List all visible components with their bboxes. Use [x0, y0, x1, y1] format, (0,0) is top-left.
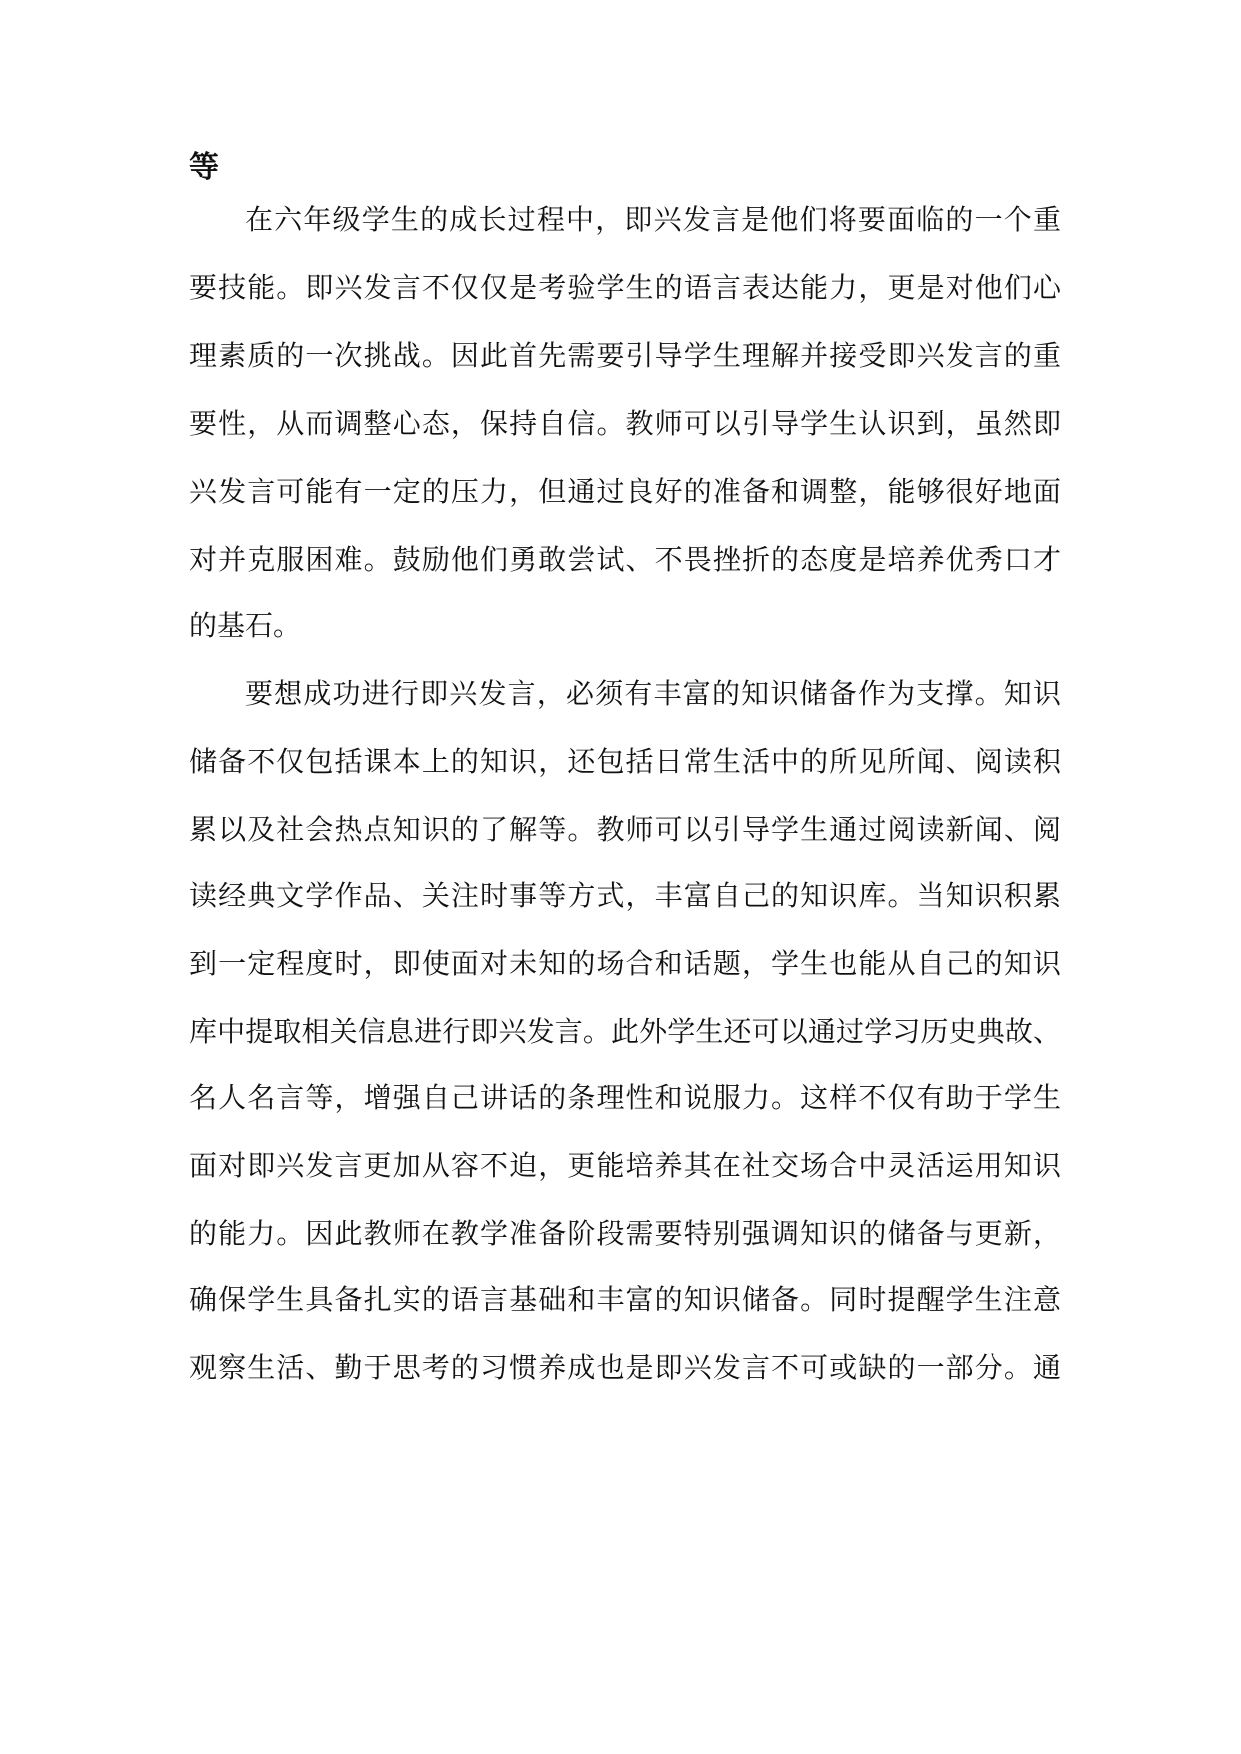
paragraph-2-line-1: 要想成功进行即兴发言，必须有丰富的知识储备作为支撑。知识 [245, 677, 1061, 710]
paragraph-2-line-4: 读经典文学作品、关注时事等方式，丰富自己的知识库。当知识积累 [189, 879, 1061, 912]
paragraph-2-line-11: 观察生活、勤于思考的习惯养成也是即兴发言不可或缺的一部分。通 [189, 1351, 1061, 1384]
paragraph-2-line-10: 确保学生具备扎实的语言基础和丰富的知识储备。同时提醒学生注意 [189, 1283, 1061, 1316]
paragraph-2-line-7: 名人名言等，增强自己讲话的条理性和说服力。这样不仅有助于学生 [189, 1081, 1061, 1114]
paragraph-1-line-3: 理素质的一次挑战。因此首先需要引导学生理解并接受即兴发言的重 [189, 339, 1061, 372]
paragraph-2-line-3: 累以及社会热点知识的了解等。教师可以引导学生通过阅读新闻、阅 [189, 813, 1061, 846]
paragraph-1-line-7: 的基石。 [189, 609, 302, 642]
paragraph-2-line-8: 面对即兴发言更加从容不迫，更能培养其在社交场合中灵活运用知识 [189, 1149, 1061, 1182]
paragraph-2-line-5: 到一定程度时，即使面对未知的场合和话题，学生也能从自己的知识 [189, 947, 1061, 980]
paragraph-1-line-5: 兴发言可能有一定的压力，但通过良好的准备和调整，能够很好地面 [189, 475, 1061, 508]
paragraph-1-line-6: 对并克服困难。鼓励他们勇敢尝试、不畏挫折的态度是培养优秀口才 [189, 543, 1061, 576]
paragraph-2-line-6: 库中提取相关信息进行即兴发言。此外学生还可以通过学习历史典故、 [189, 1015, 1061, 1048]
paragraph-2-line-2: 储备不仅包括课本上的知识，还包括日常生活中的所见所闻、阅读积 [189, 745, 1061, 778]
paragraph-1-line-2: 要技能。即兴发言不仅仅是考验学生的语言表达能力，更是对他们心 [189, 271, 1061, 304]
paragraph-2-line-9: 的能力。因此教师在教学准备阶段需要特别强调知识的储备与更新， [189, 1217, 1061, 1250]
paragraph-1-line-1: 在六年级学生的成长过程中，即兴发言是他们将要面临的一个重 [245, 203, 1061, 236]
page-heading: 等 [189, 150, 219, 185]
paragraph-1-line-4: 要性，从而调整心态，保持自信。教师可以引导学生认识到，虽然即 [189, 407, 1061, 440]
